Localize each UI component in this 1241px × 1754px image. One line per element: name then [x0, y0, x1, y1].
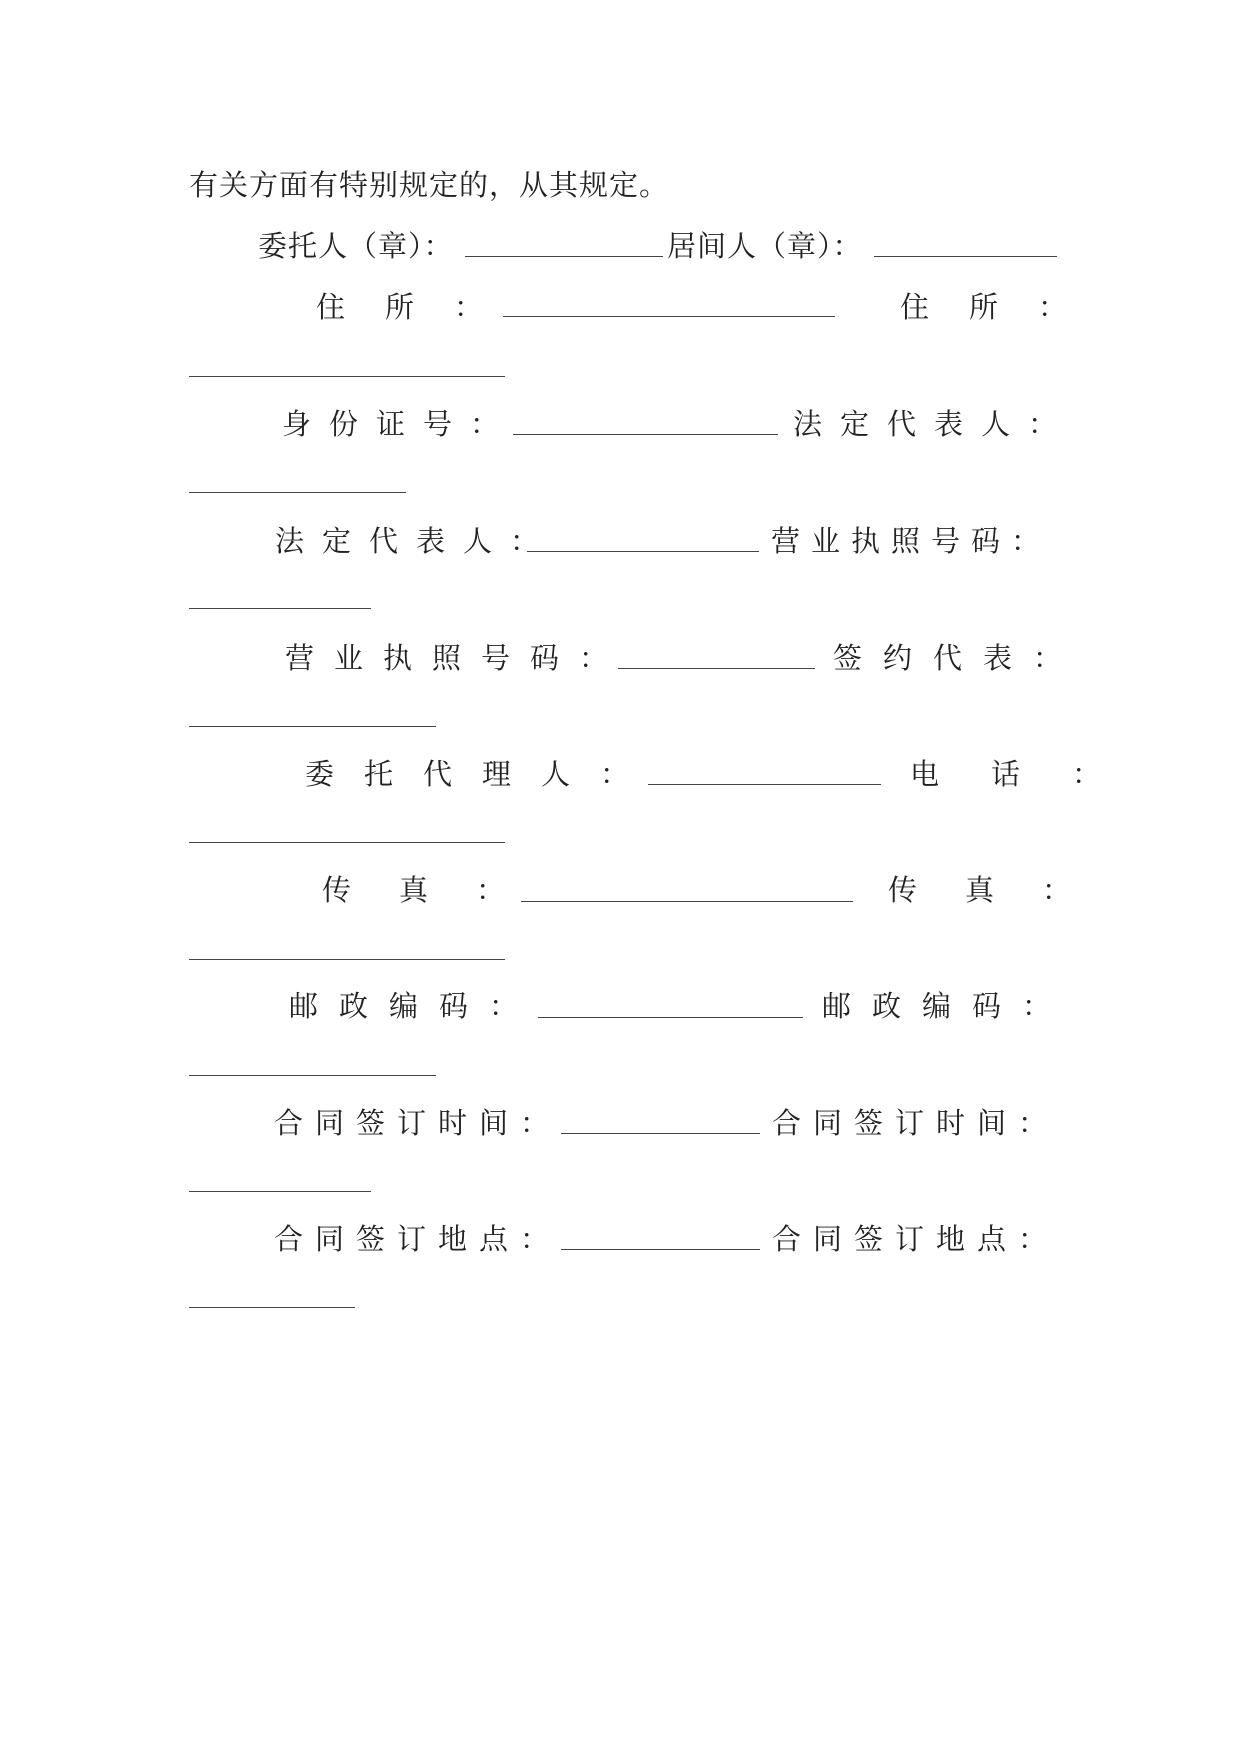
label-broker-legal-rep: 法定代表人： [793, 407, 1076, 441]
label-broker-phone: 电话： [910, 757, 1154, 791]
intro-line: 有关方面有特别规定的，从其规定。 [189, 168, 670, 202]
blank-broker-address [189, 376, 505, 377]
blank-broker-postcode [189, 1075, 436, 1076]
label-broker-signatory: 签约代表： [833, 641, 1084, 675]
blank-client-seal [465, 256, 663, 257]
blank-client-sign-place [561, 1249, 760, 1250]
label-broker-license: 营业执照号码： [771, 524, 1052, 558]
label-client-license: 营业执照号码： [285, 641, 629, 675]
label-broker-sign-time: 合同签订时间： [772, 1106, 1060, 1140]
label-broker-sign-place: 合同签订地点： [772, 1222, 1060, 1256]
label-client-fax: 传真： [322, 873, 554, 907]
label-client-sign-place: 合同签订地点： [274, 1222, 562, 1256]
label-client-address: 住所： [316, 290, 524, 324]
blank-broker-license [189, 608, 371, 609]
label-client-postcode: 邮政编码： [289, 989, 540, 1023]
label-client-sign-time: 合同签订时间： [274, 1106, 562, 1140]
blank-broker-legal-rep [189, 492, 406, 493]
blank-id-number [513, 434, 778, 435]
blank-broker-sign-time [189, 1191, 371, 1192]
blank-broker-fax [189, 959, 505, 960]
label-broker-seal: 居间人（章）： [667, 229, 863, 263]
blank-client-postcode [538, 1017, 803, 1018]
label-client-agent: 委托代理人： [305, 757, 660, 791]
blank-client-legal-rep [527, 551, 759, 552]
blank-client-sign-time [561, 1133, 760, 1134]
blank-client-fax [521, 901, 853, 902]
blank-broker-seal [874, 256, 1057, 257]
blank-broker-phone [189, 842, 505, 843]
label-client-seal: 委托人（章）： [258, 229, 454, 263]
label-client-legal-rep: 法定代表人： [275, 524, 558, 558]
label-broker-postcode: 邮政编码： [822, 989, 1073, 1023]
blank-client-license [618, 668, 815, 669]
blank-broker-signatory [189, 726, 436, 727]
label-id-number: 身份证号： [282, 407, 518, 441]
label-broker-fax: 传真： [888, 873, 1120, 907]
blank-broker-sign-place [189, 1307, 355, 1308]
blank-client-agent [648, 784, 881, 785]
blank-client-address [503, 316, 835, 317]
label-broker-address: 住所： [900, 290, 1108, 324]
